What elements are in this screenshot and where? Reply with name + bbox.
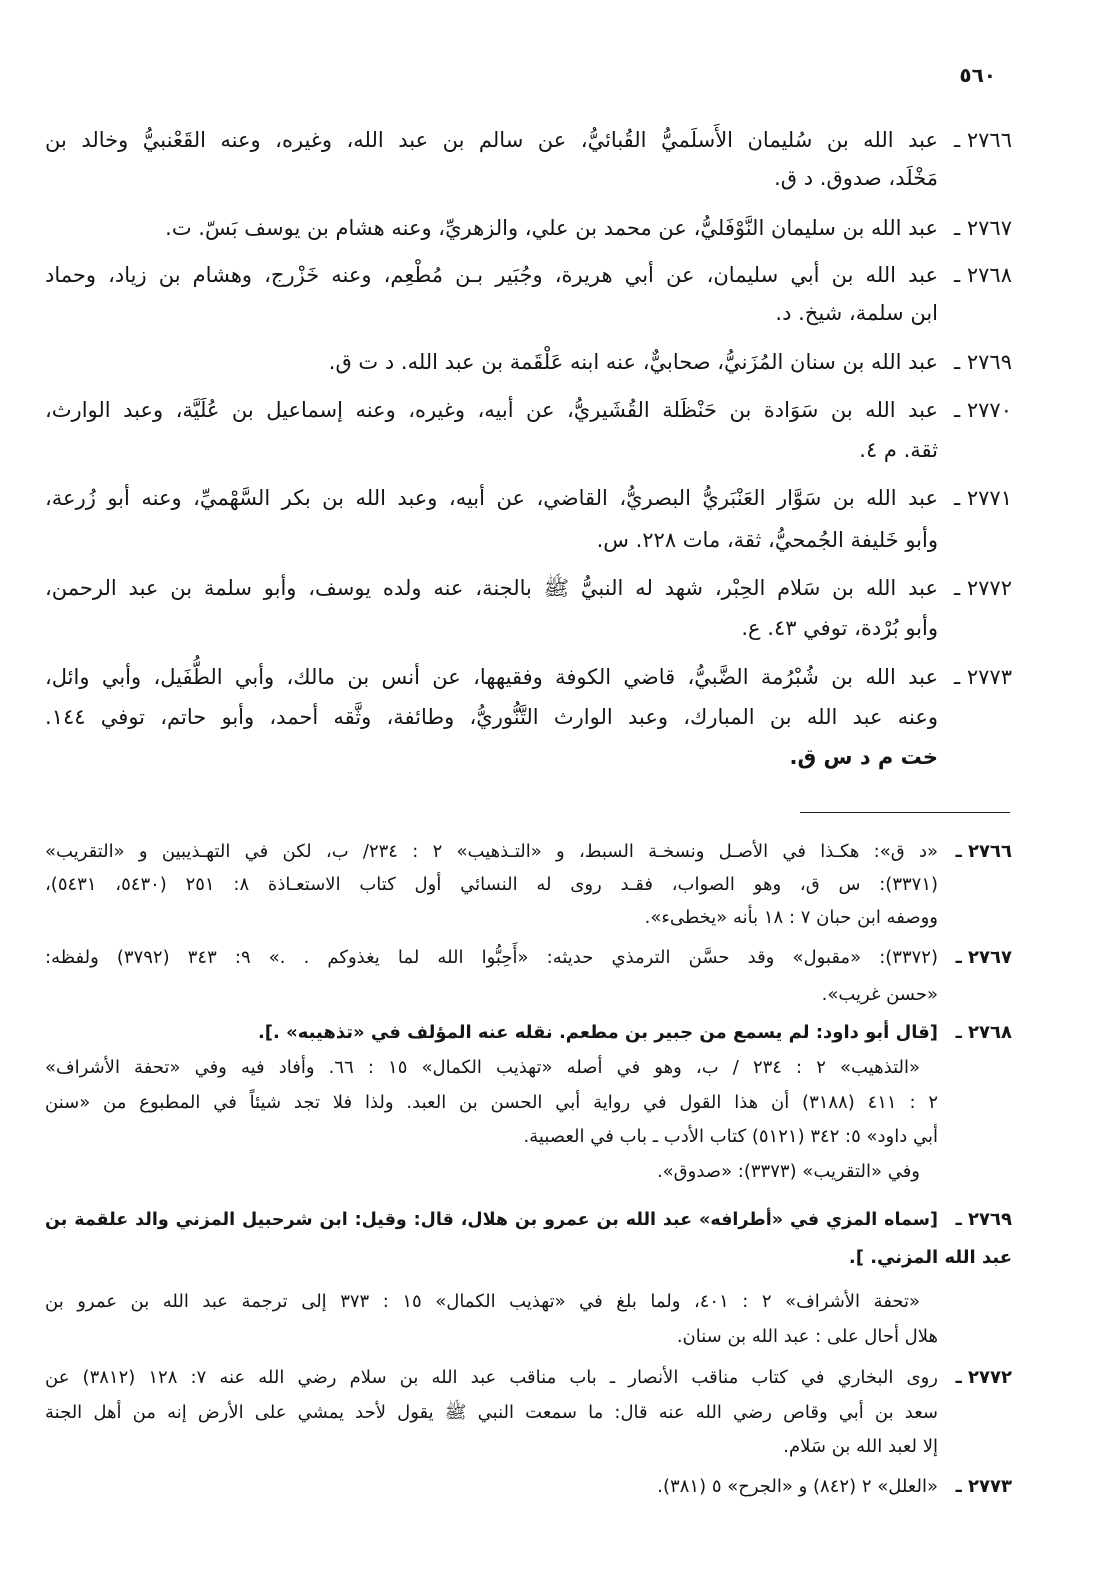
footnote-line: (٣٣٧١): س ق، وهو الصواب، فقـد روى له النسائي أول كتاب الاستعـاذة ٨: ٢٥١ (٥٤٣٠، ٥٤٣١)، — [45, 874, 939, 895]
footnote-number: ٢٧٧٢ ـ — [955, 1367, 1012, 1388]
entry-number: ٢٧٦٧ ـ — [954, 216, 1012, 240]
entry-number: ٢٧٧٠ ـ — [954, 398, 1012, 422]
footnote-line: أبي داود» ٥: ٣٤٢ (٥١٢١) كتاب الأدب ـ باب في العصبية. — [523, 1126, 938, 1147]
entry-number: ٢٧٧٣ ـ — [954, 665, 1012, 689]
page-number: ٥٦٠ — [959, 63, 996, 87]
footnote-line: (٣٣٧٢): «مقبول» وقد حسَّن الترمذي حديثه: «أَحِبُّوا الله لما يغذوكم . .» ٩: ٣٤٣ (٣٧٩٢) ولفظه: — [45, 947, 938, 968]
entry-line: وأبو خَليفة الجُمحيُّ، ثقة، مات ٢٢٨. س. — [596, 528, 938, 552]
entry-line: عبد الله بن سَوَادة بن حَنْظَلة القُشَيريُّ، عن أبيه، وغيره، وعنه إسماعيل بن عُلَيَّة، وعبد الوارث، — [45, 398, 938, 422]
footnote-number: ٢٧٦٨ ـ — [955, 1022, 1012, 1043]
footnote-separator — [800, 812, 1010, 813]
footnote-line: روى البخاري في كتاب مناقب الأنصار ـ باب مناقب عبد الله بن سلام رضي الله عنه ٧: ١٢٨ (٣٨١٢) عن — [45, 1367, 938, 1388]
footnote-line: ووصفه ابن حبان ٧ : ١٨ بأنه «يخطىء». — [644, 907, 938, 928]
footnote-line: عبد الله المزني. ]. — [848, 1247, 1012, 1268]
footnote-line: [سماه المزي في «أطرافه» عبد الله بن عمرو بن هلال، قال: وقيل: ابن شرحبيل المزني والد علقمة بن — [45, 1210, 938, 1230]
entry-number: ٢٧٦٦ ـ — [954, 128, 1012, 152]
entry-line: عبد الله بن سُليمان الأَسلَميُّ القُبائيُّ، عن سالم بن عبد الله، وغيره، وعنه القَعْنبيُّ وخالد بن — [45, 128, 938, 152]
footnote-line: «تحفة الأشراف» ٢ : ٤٠١، ولما بلغ في «تهذيب الكمال» ١٥ : ٣٧٣ إلى ترجمة عبد الله بن عمرو بن — [45, 1291, 920, 1312]
entry-line: ابن سلمة، شيخ. د. — [775, 301, 938, 325]
entry-line: مَخْلَد، صدوق. د ق. — [774, 166, 938, 190]
entry-line: عبد الله بن سليمان النَّوْفَليُّ، عن محمد بن علي، والزهريِّ، وعنه هشام بن يوسف بَسّ. ت. — [165, 216, 938, 240]
entry-number: ٢٧٧١ ـ — [954, 486, 1012, 510]
entry-number: ٢٧٧٢ ـ — [954, 576, 1012, 600]
footnote-line: «العلل» ٢ (٨٤٢) و «الجرح» ٥ (٣٨١). — [657, 1476, 938, 1497]
footnote-number: ٢٧٦٩ ـ — [955, 1209, 1012, 1230]
entry-line: وأبو بُرْدة، توفي ٤٣. ع. — [741, 616, 938, 640]
footnote-line: ٢ : ٤١١ (٣١٨٨) أن هذا القول في رواية أبي الحسن بن العبد. ولذا فلا تجد شيئاً في المطبوع من «سنن — [45, 1092, 939, 1113]
footnote-line: «حسن غريب». — [821, 984, 938, 1005]
footnote-line: سعد بن أبي وقاص رضي الله عنه قال: ما سمعت النبي ﷺ يقول لأحد يمشي على الأرض إنه من أهل الجنة — [45, 1402, 938, 1423]
footnote-number: ٢٧٦٦ ـ — [955, 841, 1012, 862]
entry-line: خت م د س ق. — [789, 745, 938, 769]
footnote-line: [قال أبو داود: لم يسمع من جبير بن مطعم. نقله عنه المؤلف في «تذهيبه» .]. — [257, 1022, 938, 1043]
footnote-line: «التذهيب» ٢ : ٢٣٤ / ب، وهو في أصله «تهذيب الكمال» ١٥ : ٦٦. وأفاد فيه وفي «تحفة الأشراف» — [45, 1057, 921, 1078]
footnote-line: «د ق»: هكـذا في الأصـل ونسخـة السبط، و «التـذهيب» ٢ : ٢٣٤/ ب، لكن في التهـذيبين و «التقريب» — [45, 841, 938, 862]
footnote-line: وفي «التقريب» (٣٣٧٣): «صدوق». — [656, 1161, 920, 1182]
footnote-number: ٢٧٧٣ ـ — [955, 1476, 1012, 1497]
footnote-line: إلا لعبد الله بن سَلام. — [783, 1436, 938, 1457]
entry-line: عبد الله بن سَلام الحِبْر، شهد له النبيُّ ﷺ بالجنة، عنه ولده يوسف، وأبو سلمة بن عبد الرحمن، — [45, 576, 938, 600]
entry-number: ٢٧٦٩ ـ — [954, 350, 1012, 374]
entry-number: ٢٧٦٨ ـ — [954, 263, 1012, 287]
entry-line: ثقة. م ٤. — [859, 438, 938, 462]
entry-line: عبد الله بن أبي سليمان، عن أبي هريرة، وجُبَير بـن مُطْعِم، وعنه خَزْرج، وهشام بن زياد، وحماد — [45, 263, 938, 287]
footnote-number: ٢٧٦٧ ـ — [955, 947, 1012, 968]
entry-line: عبد الله بن سَوَّار العَنْبَريُّ البصريُّ، القاضي، عن أبيه، وعبد الله بن بكر السَّهْميِّ، وعنه أبو زُرعة، — [45, 486, 938, 510]
footnote-line: هلال أحال على : عبد الله بن سنان. — [676, 1326, 938, 1347]
entry-line: عبد الله بن شُبْرُمة الضَّبيُّ، قاضي الكوفة وفقيهها، عن أنس بن مالك، وأبي الطُّفَيل، وأبي وائل، — [45, 665, 938, 689]
entry-line: وعنه عبد الله بن المبارك، وعبد الوارث التَّنُّوريُّ، وطائفة، وثَّقه أحمد، وأبو حاتم، توفي ١٤٤. — [45, 705, 938, 729]
entry-line: عبد الله بن سنان المُزَنيُّ، صحابيٌّ، عنه ابنه عَلْقَمة بن عبد الله. د ت ق. — [328, 350, 938, 374]
